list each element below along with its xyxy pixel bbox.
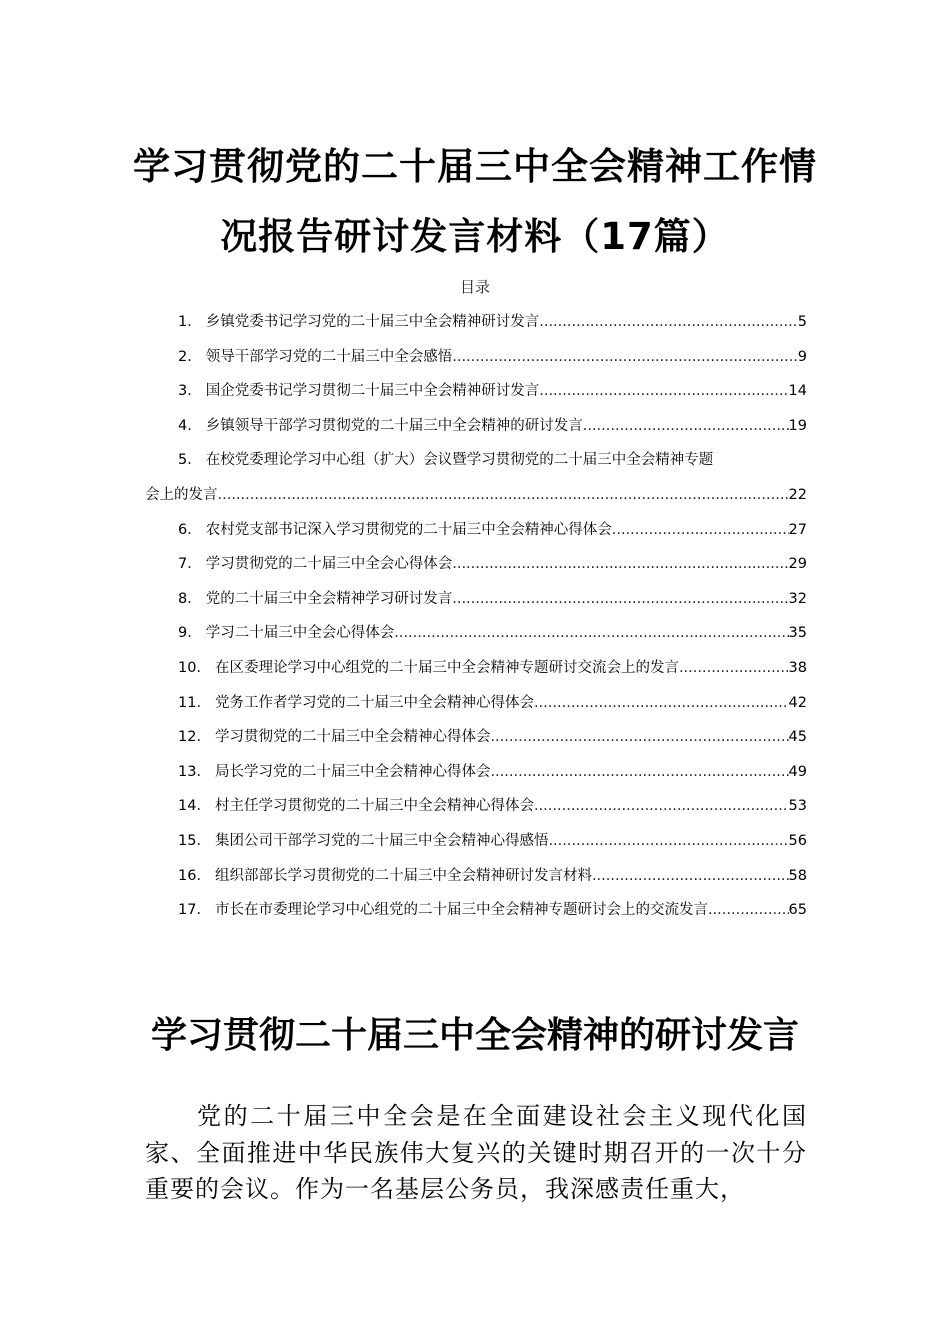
toc-dot-leader	[452, 340, 798, 375]
toc-item-title: 村主任学习贯彻党的二十届三中全会精神心得体会	[214, 798, 534, 815]
toc-dot-leader	[583, 409, 789, 444]
body-paragraph: 党的二十届三中全会是在全面建设社会主义现代化国家、全面推进中华民族伟大复兴的关键时期召开的一次十分重要的会议。作为一名基层公务员，我深感责任重大，	[145, 1102, 807, 1203]
toc-item-9[interactable]	[145, 616, 807, 651]
toc-item-title: 局长学习党的二十届三中全会精神心得体会	[214, 763, 491, 780]
toc-item-title: 农村党支部书记深入学习贯彻党的二十届三中全会精神心得体会	[205, 521, 612, 538]
toc-dot-leader	[708, 893, 789, 928]
toc-dot-leader	[452, 582, 788, 617]
toc-dot-leader	[539, 374, 788, 409]
toc-item-page: 29	[788, 556, 807, 573]
toc-item-number: 9．	[178, 625, 202, 642]
toc-item-title: 乡镇党委书记学习党的二十届三中全会精神研讨发言	[205, 314, 540, 330]
document-title-line-2: 况报告研讨发言材料（17篇）	[220, 215, 730, 258]
toc-item-title: 组织部部长学习贯彻党的二十届三中全会精神研讨发言材料	[214, 867, 592, 884]
toc-dot-leader	[218, 478, 789, 513]
toc-item-title: 学习贯彻党的二十届三中全会心得体会	[205, 556, 453, 573]
toc-item-number: 5．	[178, 452, 202, 469]
toc-item-number: 11．	[178, 694, 211, 711]
toc-item-page: 27	[788, 521, 807, 538]
toc-dot-leader	[612, 513, 789, 548]
toc-item-title: 市长在市委理论学习中心组党的二十届三中全会精神专题研讨会上的交流发言	[214, 902, 708, 919]
toc-item-page: 35	[788, 625, 807, 642]
toc-item-page: 14	[788, 383, 807, 400]
toc-item-number: 2．	[178, 348, 202, 365]
toc-item-15[interactable]	[145, 824, 807, 859]
toc-item-13[interactable]	[145, 755, 807, 790]
toc-item-title: 领导干部学习党的二十届三中全会感悟	[205, 348, 453, 365]
toc-item-number: 3．	[178, 383, 202, 400]
toc-item-5[interactable]	[145, 443, 807, 512]
toc-item-page: 45	[788, 729, 807, 746]
toc-item-number: 6．	[178, 521, 202, 538]
toc-item-12[interactable]	[145, 720, 807, 755]
toc-item-number: 13．	[178, 763, 211, 780]
toc-item-number: 4．	[178, 417, 202, 434]
toc-item-17[interactable]	[145, 893, 807, 928]
document-title	[130, 132, 820, 272]
table-of-contents	[145, 305, 807, 928]
toc-item-6[interactable]	[145, 513, 807, 548]
toc-dot-leader	[534, 686, 789, 721]
toc-item-page: 32	[788, 590, 807, 607]
toc-item-2[interactable]	[145, 340, 807, 375]
toc-dot-leader	[679, 651, 789, 686]
toc-heading: 目录	[459, 278, 490, 296]
toc-item-1[interactable]	[145, 305, 807, 340]
toc-item-title-line-2	[145, 478, 807, 513]
toc-dot-leader	[539, 305, 798, 340]
toc-item-16[interactable]	[145, 859, 807, 894]
toc-item-title-line-1	[145, 443, 807, 478]
toc-item-number: 8．	[178, 590, 202, 607]
toc-item-title: 党的二十届三中全会精神学习研讨发言	[205, 590, 453, 607]
toc-item-14[interactable]	[145, 789, 807, 824]
toc-dot-leader	[452, 547, 788, 582]
toc-item-3[interactable]	[145, 374, 807, 409]
toc-item-11[interactable]	[145, 686, 807, 721]
toc-item-page: 5	[797, 314, 807, 330]
toc-item-title: 乡镇领导干部学习贯彻党的二十届三中全会精神的研讨发言	[205, 417, 583, 434]
toc-item-number: 14．	[178, 798, 211, 815]
toc-item-page: 38	[788, 659, 807, 676]
toc-item-title: 集团公司干部学习党的二十届三中全会精神心得感悟	[214, 832, 549, 849]
toc-item-4[interactable]	[145, 409, 807, 444]
toc-item-number: 15．	[178, 832, 211, 849]
toc-dot-leader	[490, 720, 788, 755]
toc-item-title: 党务工作者学习党的二十届三中全会精神心得体会	[214, 694, 534, 711]
toc-dot-leader	[490, 755, 788, 790]
toc-item-8[interactable]	[145, 582, 807, 617]
toc-item-title: 国企党委书记学习贯彻二十届三中全会精神研讨发言	[205, 383, 540, 400]
toc-item-page: 22	[788, 486, 807, 503]
toc-item-page: 56	[788, 832, 807, 849]
toc-item-title: 学习二十届三中全会心得体会	[205, 625, 395, 642]
toc-dot-leader	[548, 824, 788, 859]
toc-item-page: 42	[788, 694, 807, 711]
toc-item-number: 12．	[178, 729, 211, 746]
toc-item-title: 在区委理论学习中心组党的二十届三中全会精神专题研讨交流会上的发言	[214, 659, 679, 676]
toc-item-page: 65	[788, 902, 807, 919]
toc-dot-leader	[592, 859, 789, 894]
section-title: 学习贯彻二十届三中全会精神的研讨发言	[150, 1015, 799, 1056]
toc-item-page: 53	[788, 798, 807, 815]
toc-item-title-continued: 会上的发言	[145, 486, 218, 503]
toc-dot-leader	[534, 789, 789, 824]
toc-item-number: 16．	[178, 867, 211, 884]
toc-item-page: 9	[797, 348, 807, 365]
toc-item-title: 在校党委理论学习中心组（扩大）会议暨学习贯彻党的二十届三中全会精神专题	[205, 452, 714, 469]
toc-dot-leader	[394, 616, 788, 651]
toc-item-page: 58	[788, 867, 807, 884]
toc-item-10[interactable]	[145, 651, 807, 686]
toc-item-7[interactable]	[145, 547, 807, 582]
document-title-line-1: 学习贯彻党的二十届三中全会精神工作情	[133, 145, 817, 188]
toc-item-number: 7．	[178, 556, 202, 573]
toc-item-title: 学习贯彻党的二十届三中全会精神心得体会	[214, 729, 491, 746]
toc-item-number: 1．	[178, 314, 202, 330]
toc-item-number: 10．	[178, 659, 211, 676]
toc-item-page: 19	[788, 417, 807, 434]
toc-item-number: 17．	[178, 902, 211, 919]
toc-item-page: 49	[788, 763, 807, 780]
